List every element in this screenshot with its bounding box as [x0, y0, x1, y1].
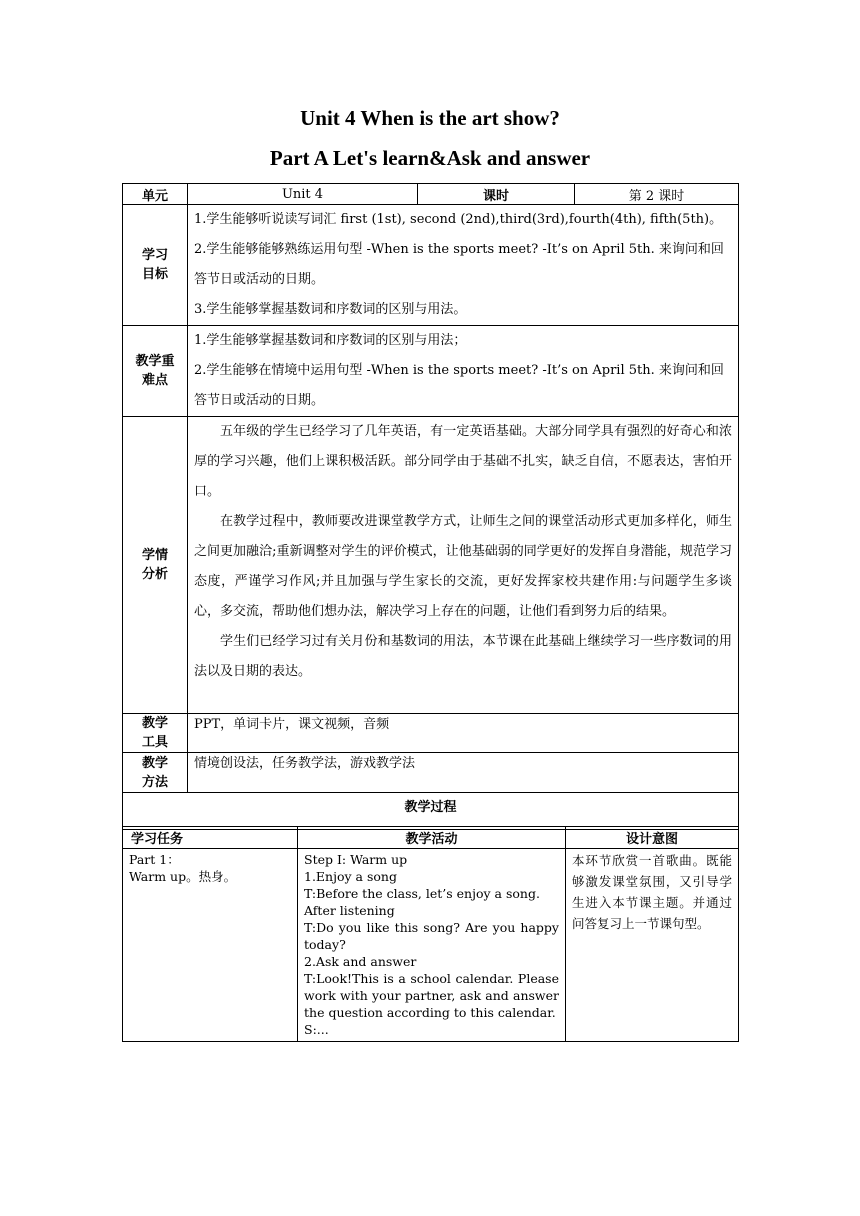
activity-line: S:... — [304, 1022, 329, 1037]
task-header: 学习任务 — [123, 827, 298, 849]
process-title: 教学过程 — [123, 793, 739, 830]
header-row — [123, 184, 739, 205]
objectives-label: 学习目标 — [123, 205, 188, 326]
period-value: 第 2 课时 — [575, 184, 739, 205]
process-header-row — [123, 827, 739, 849]
tools-row — [123, 714, 739, 753]
tools-value: PPT，单词卡片，课文视频，音频 — [188, 714, 739, 753]
document-title: Unit 4 When is the art show? — [300, 106, 560, 130]
process-title-row — [123, 793, 739, 830]
keypoints-label: 教学重难点 — [123, 326, 188, 417]
methods-label: 教学方法 — [123, 753, 188, 793]
keypoints-row — [123, 326, 739, 417]
activity-cell — [298, 849, 566, 1042]
activity-line: After listening — [304, 903, 395, 918]
activity-header: 教学活动 — [298, 827, 566, 849]
intent-header: 设计意图 — [566, 827, 739, 849]
objective-item: 2.学生能够能够熟练运用句型 -When is the sports meet? -It’s on April 5th. 来询问和回答节日或活动的日期。 — [194, 242, 724, 287]
keypoint-item: 1.学生能够掌握基数词和序数词的区别与用法； — [194, 333, 467, 348]
activity-line: 2.Ask and answer — [304, 954, 417, 969]
unit-label: 单元 — [123, 184, 188, 205]
keypoint-item: 2.学生能够在情境中运用句型 -When is the sports meet? -It’s on April 5th. 来询问和回答节日或活动的日期。 — [194, 363, 724, 408]
analysis-paragraph: 五年级的学生已经学习了几年英语，有一定英语基础。大部分同学具有强烈的好奇心和浓厚的学习兴趣，他们上课积极活跃。部分同学由于基础不扎实，缺乏自信，不愿表达，害怕开口。 — [194, 424, 732, 499]
activity-line: Step I: Warm up — [304, 852, 408, 867]
objectives-content — [188, 205, 739, 326]
process-row — [123, 849, 739, 1042]
objective-item: 1.学生能够听说读写词汇 first (1st), second (2nd),third(3rd),fourth(4th), fifth(5th)。 — [194, 212, 723, 227]
task-line: Warm up。热身。 — [129, 869, 237, 884]
activity-line: T:Before the class, let’s enjoy a song. — [304, 886, 540, 901]
task-cell — [123, 849, 298, 1042]
activity-line: T:Look!This is a school calendar. Please work with your partner, ask and answer the question according to this calendar. — [304, 971, 559, 1020]
unit-value: Unit 4 — [188, 184, 418, 205]
methods-row — [123, 753, 739, 793]
objectives-row — [123, 205, 739, 326]
activity-line: T:Do you like this song? Are you happy today? — [304, 920, 559, 952]
task-line: Part 1： — [129, 852, 180, 867]
analysis-row — [123, 417, 739, 714]
period-label: 课时 — [418, 184, 575, 205]
objective-item: 3.学生能够掌握基数词和序数词的区别与用法。 — [194, 302, 467, 317]
analysis-content — [188, 417, 739, 714]
process-table — [122, 826, 739, 1042]
methods-value: 情境创设法，任务教学法，游戏教学法 — [188, 753, 739, 793]
analysis-paragraph: 在教学过程中，教师要改进课堂教学方式，让师生之间的课堂活动形式更加多样化，师生之间更加融洽;重新调整对学生的评价模式，让他基础弱的同学更好的发挥自身潜能，规范学习态度，严谨学习作风;并且加强与学生家长的交流，更好发挥家校共建作用:与问题学生多谈心，多交流，帮助他们想办法，解决学习上存在的问题，让他们看到努力后的结果。 — [194, 514, 732, 619]
intent-cell: 本环节欣赏一首歌曲。既能够激发课堂氛围，又引导学生进入本节课主题。并通过问答复习上一节课句型。 — [566, 849, 739, 1042]
activity-line: 1.Enjoy a song — [304, 869, 397, 884]
analysis-paragraph: 学生们已经学习过有关月份和基数词的用法，本节课在此基础上继续学习一些序数词的用法以及日期的表达。 — [194, 634, 732, 679]
analysis-label: 学情分析 — [123, 417, 188, 714]
lesson-info-table — [122, 183, 739, 830]
tools-label: 教学工具 — [123, 714, 188, 753]
keypoints-content — [188, 326, 739, 417]
document-subtitle: Part A Let's learn&Ask and answer — [269, 146, 591, 170]
